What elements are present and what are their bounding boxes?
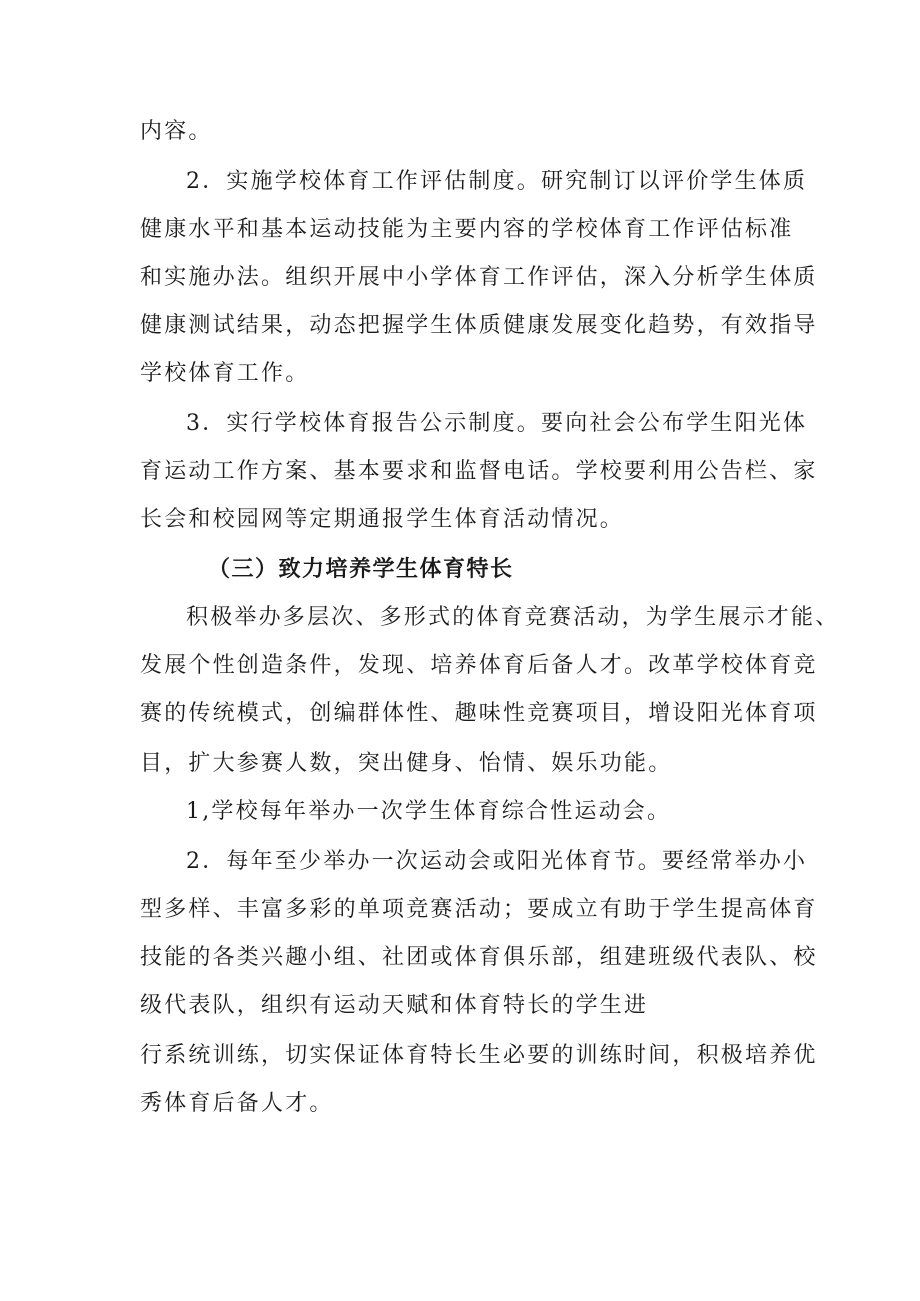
text-line: 内容。 bbox=[140, 119, 213, 144]
text-line: 健康水平和基本运动技能为主要内容的学校体育工作评估标准 bbox=[140, 217, 794, 242]
text-line: 目，扩大参赛人数，突出健身、怡情、娱乐功能。 bbox=[140, 751, 673, 776]
text-line: 赛的传统模式，创编群体性、趣味性竞赛项目，增设阳光体育项 bbox=[140, 701, 818, 726]
list-item-2-start: 2．实施学校体育工作评估制度。研究制订以评价学生体质 bbox=[186, 169, 808, 194]
text-line: 行系统训练，切实保证体育特长生必要的训练时间，积极培养优 bbox=[140, 1043, 818, 1068]
text-line: 型多样、丰富多彩的单项竞赛活动；要成立有助于学生提高体育 bbox=[140, 897, 818, 922]
list-item-2b-start: 2．每年至少举办一次运动会或阳光体育节。要经常举办小 bbox=[186, 849, 808, 874]
text-line: 学校体育工作。 bbox=[140, 361, 310, 386]
paragraph-start: 积极举办多层次、多形式的体育竞赛活动，为学生展示才能、 bbox=[186, 605, 840, 630]
list-item-3-start: 3．实行学校体育报告公示制度。要向社会公布学生阳光体 bbox=[186, 411, 808, 436]
text-line: 育运动工作方案、基本要求和监督电话。学校要利用公告栏、家 bbox=[140, 459, 818, 484]
text-line: 秀体育后备人才。 bbox=[140, 1091, 334, 1116]
text-line: 发展个性创造条件，发现、培养体育后备人才。改革学校体育竞 bbox=[140, 653, 818, 678]
text-line: 级代表队，组织有运动天赋和体育特长的学生进 bbox=[140, 993, 649, 1018]
section-heading: （三）致力培养学生体育特长 bbox=[208, 557, 514, 582]
text-line: 技能的各类兴趣小组、社团或体育俱乐部，组建班级代表队、校 bbox=[140, 945, 818, 970]
text-line: 和实施办法。组织开展中小学体育工作评估，深入分析学生体质 bbox=[140, 265, 818, 290]
list-item-1: 1,学校每年举办一次学生体育综合性运动会。 bbox=[186, 799, 672, 824]
text-line: 健康测试结果，动态把握学生体质健康发展变化趋势，有效指导 bbox=[140, 313, 818, 338]
text-line: 长会和校园网等定期通报学生体育活动情况。 bbox=[140, 507, 625, 532]
